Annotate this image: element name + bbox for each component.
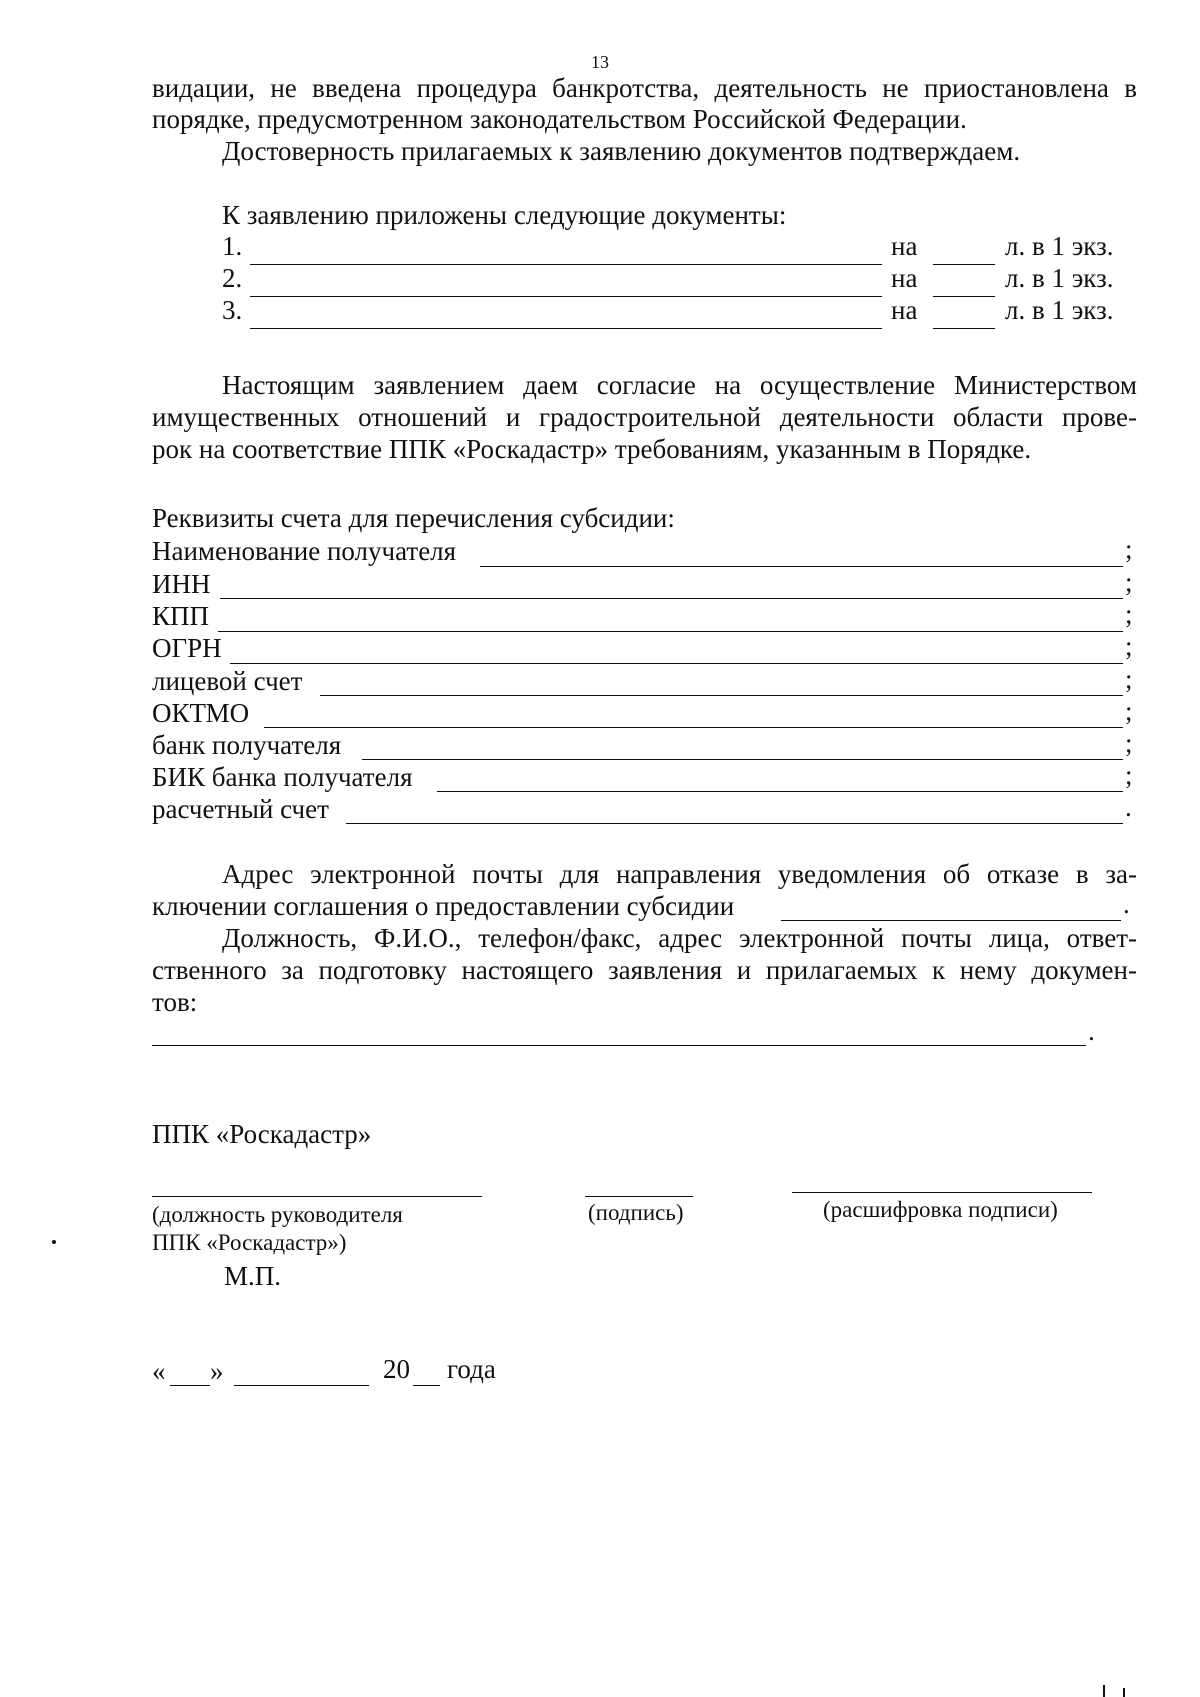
attachment-na: на [891, 295, 918, 325]
stamp-placeholder: М.П. [224, 1261, 282, 1291]
requisite-label: КПП [152, 601, 210, 631]
responsible-line-1: Должность, Ф.И.О., телефон/факс, адрес электронной почты лица, ответ- [222, 923, 1137, 953]
requisite-label: лицевой счет [152, 666, 303, 696]
signature-field[interactable] [585, 1196, 693, 1197]
scan-edge-mark [1123, 1688, 1125, 1697]
month-field[interactable] [234, 1385, 369, 1386]
requisites-heading: Реквизиты счета для перечисления субсидии: [152, 503, 675, 533]
page-number: 13 [591, 52, 609, 72]
attachment-name-field[interactable] [250, 296, 882, 297]
attachment-pages-field[interactable] [933, 328, 995, 329]
date-close-quote: » [210, 1356, 224, 1386]
kpp-field[interactable] [218, 631, 1123, 632]
scan-speck [52, 1240, 56, 1244]
settlement-account-field[interactable] [346, 823, 1123, 824]
bik-field[interactable] [437, 791, 1123, 792]
day-field[interactable] [170, 1385, 210, 1386]
organization-name: ППК «Роскадастр» [152, 1119, 372, 1149]
requisite-label: ИНН [152, 569, 211, 599]
year-prefix: 20 [383, 1354, 410, 1384]
row-end: ; [1125, 760, 1133, 790]
row-end: ; [1125, 696, 1133, 726]
attachments-heading: К заявлению приложены следующие документы: [222, 200, 787, 230]
scan-edge-mark [1103, 1685, 1105, 1697]
recipient-name-field[interactable] [480, 566, 1123, 567]
oktmo-field[interactable] [264, 727, 1123, 728]
attachment-suffix: л. в 1 экз. [1005, 231, 1114, 261]
ogrn-field[interactable] [230, 663, 1123, 664]
year-suffix: года [447, 1354, 496, 1384]
bank-field[interactable] [362, 759, 1123, 760]
requisite-label: ОКТМО [152, 698, 250, 728]
intro-line-2: порядке, предусмотренном законодательством Российской Федерации. [152, 104, 967, 134]
signature-caption: (подпись) [588, 1200, 684, 1225]
consent-line-3: рок на соответствие ППК «Роскадастр» требованиям, указанным в Порядке. [152, 434, 1032, 464]
signature-decode-field[interactable] [792, 1192, 1092, 1193]
attachment-pages-field[interactable] [933, 264, 995, 265]
email-end: . [1123, 889, 1130, 919]
requisite-label: Наименование получателя [152, 536, 457, 566]
personal-account-field[interactable] [320, 695, 1123, 696]
responsible-line-2: ственного за подготовку настоящего заявления и прилагаемых к нему докумен- [152, 955, 1137, 985]
requisite-label: ОГРН [152, 633, 222, 663]
consent-line-1: Настоящим заявлением даем согласие на осуществление Министерством [222, 370, 1137, 400]
attachment-name-field[interactable] [250, 328, 882, 329]
email-line-2: ключении соглашения о предоставлении субсидии [152, 891, 735, 921]
consent-line-2: имущественных отношений и градостроительной деятельности области прове- [152, 402, 1137, 432]
attachment-suffix: л. в 1 экз. [1005, 263, 1114, 293]
attachment-number: 1. [222, 231, 243, 261]
attachment-name-field[interactable] [250, 264, 882, 265]
attachment-suffix: л. в 1 экз. [1005, 295, 1114, 325]
attachment-number: 3. [222, 295, 243, 325]
requisite-label: БИК банка получателя [152, 762, 413, 792]
row-end: ; [1125, 728, 1133, 758]
attachment-pages-field[interactable] [933, 296, 995, 297]
row-end: ; [1125, 599, 1133, 629]
date-open-quote: « [152, 1356, 166, 1386]
requisite-label: расчетный счет [152, 794, 329, 824]
responsible-field[interactable] [152, 1045, 1086, 1046]
responsible-end: . [1088, 1016, 1095, 1046]
attachment-na: на [891, 231, 918, 261]
responsible-line-3: тов: [152, 987, 198, 1017]
intro-line-1: видации, не введена процедура банкротства, деятельность не приостановлена в [152, 73, 1137, 103]
row-end: ; [1125, 567, 1133, 597]
attachment-number: 2. [222, 263, 243, 293]
position-caption-1: (должность руководителя [152, 1202, 403, 1227]
position-field[interactable] [152, 1196, 482, 1197]
year-field[interactable] [413, 1385, 440, 1386]
email-field[interactable] [781, 920, 1121, 921]
position-caption-2: ППК «Роскадастр») [152, 1230, 347, 1255]
row-end: ; [1125, 534, 1133, 564]
row-end: ; [1125, 664, 1133, 694]
inn-field[interactable] [220, 598, 1123, 599]
attachment-na: на [891, 263, 918, 293]
requisite-label: банк получателя [152, 730, 342, 760]
intro-line-3: Достоверность прилагаемых к заявлению документов подтверждаем. [222, 136, 1021, 166]
email-line-1: Адрес электронной почты для направления уведомления об отказе в за- [222, 859, 1137, 889]
signature-decode-caption: (расшифровка подписи) [823, 1197, 1058, 1222]
row-end: . [1125, 792, 1132, 822]
row-end: ; [1125, 631, 1133, 661]
